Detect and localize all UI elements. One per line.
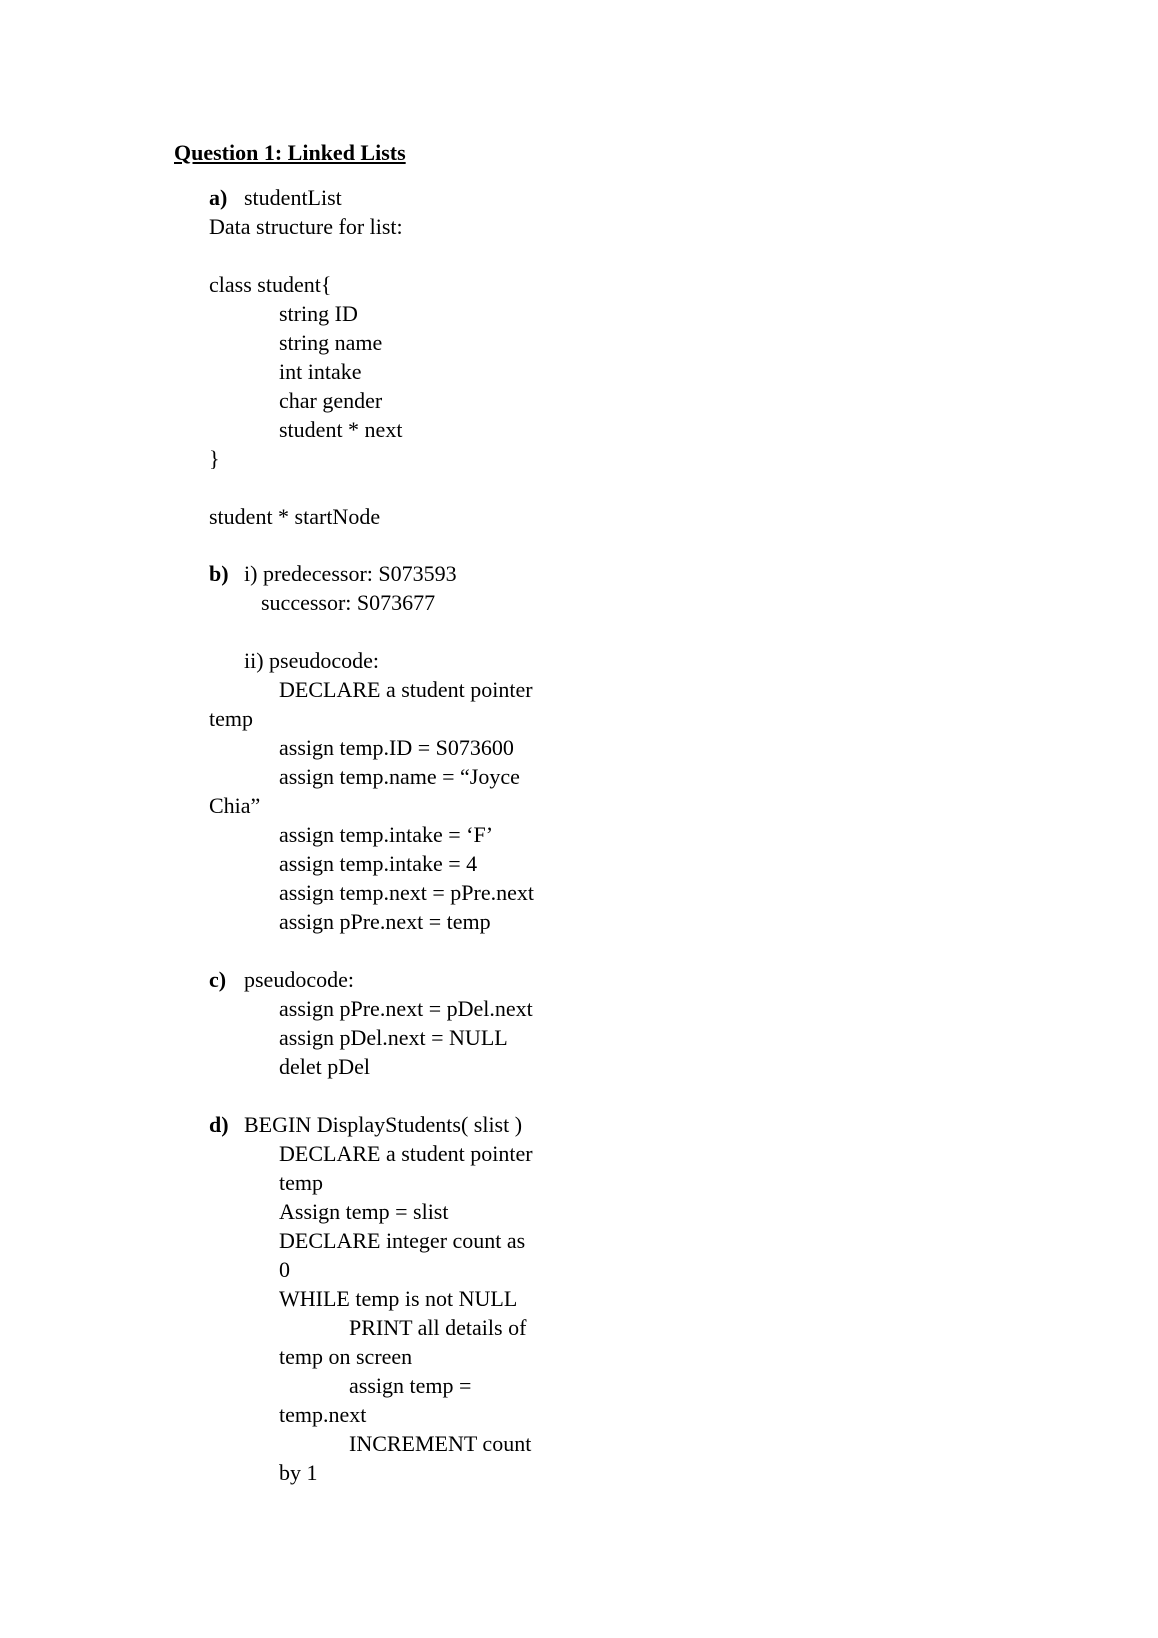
class-close-line: } [209, 446, 220, 471]
pseudocode-line: assign temp.name = “Joyce [279, 764, 520, 789]
section-a-heading [209, 183, 342, 212]
start-node-line: student * startNode [209, 504, 381, 529]
predecessor-line: i) predecessor: S073593 [244, 561, 457, 586]
section-c-label: pseudocode: [244, 967, 354, 992]
pseudocode-line: assign temp.next = pPre.next [279, 880, 534, 905]
section-c-heading [209, 965, 354, 994]
pseudocode-line: temp.next [279, 1402, 367, 1427]
class-field: string ID [279, 301, 358, 326]
successor-line: successor: S073677 [261, 590, 436, 615]
class-open-line: class student{ [209, 272, 332, 297]
pseudocode-line: DECLARE a student pointer [279, 677, 533, 702]
pseudocode-line: assign temp.intake = ‘F’ [279, 822, 494, 847]
pseudocode-line: Chia” [209, 793, 261, 818]
section-a-marker: a) [209, 185, 228, 210]
section-d-marker: d) [209, 1112, 229, 1137]
pseudocode-line: temp [279, 1170, 323, 1195]
section-d-heading [209, 1110, 522, 1139]
pseudocode-line: by 1 [279, 1460, 318, 1485]
pseudocode-line: assign temp.intake = 4 [279, 851, 478, 876]
pseudocode-line: assign temp = [349, 1373, 472, 1398]
pseudocode-line: delet pDel [279, 1054, 371, 1079]
pseudocode-line: temp on screen [279, 1344, 413, 1369]
section-b-ii-label: ii) pseudocode: [244, 648, 380, 673]
page-title: Question 1: Linked Lists [174, 140, 406, 165]
pseudocode-line: WHILE temp is not NULL [279, 1286, 518, 1311]
section-c-marker: c) [209, 967, 227, 992]
pseudocode-line: DECLARE integer count as [279, 1228, 526, 1253]
pseudocode-line: temp [209, 706, 253, 731]
pseudocode-line: INCREMENT count [349, 1431, 532, 1456]
pseudocode-line: 0 [279, 1257, 290, 1282]
class-field: char gender [279, 388, 383, 413]
section-b-marker: b) [209, 561, 229, 586]
class-field: string name [279, 330, 383, 355]
pseudocode-line: PRINT all details of [349, 1315, 527, 1340]
section-b-heading [209, 559, 457, 588]
pseudocode-line: assign pPre.next = temp [279, 909, 491, 934]
pseudocode-line: DECLARE a student pointer [279, 1141, 533, 1166]
section-a-intro: Data structure for list: [209, 214, 403, 239]
pseudocode-line: assign pPre.next = pDel.next [279, 996, 533, 1021]
pseudocode-line: assign temp.ID = S073600 [279, 735, 514, 760]
class-field: int intake [279, 359, 362, 384]
section-d-label: BEGIN DisplayStudents( slist ) [244, 1112, 523, 1137]
pseudocode-line: assign pDel.next = NULL [279, 1025, 508, 1050]
pseudocode-line: Assign temp = slist [279, 1199, 449, 1224]
class-field: student * next [279, 417, 403, 442]
section-a-label: studentList [244, 185, 342, 210]
